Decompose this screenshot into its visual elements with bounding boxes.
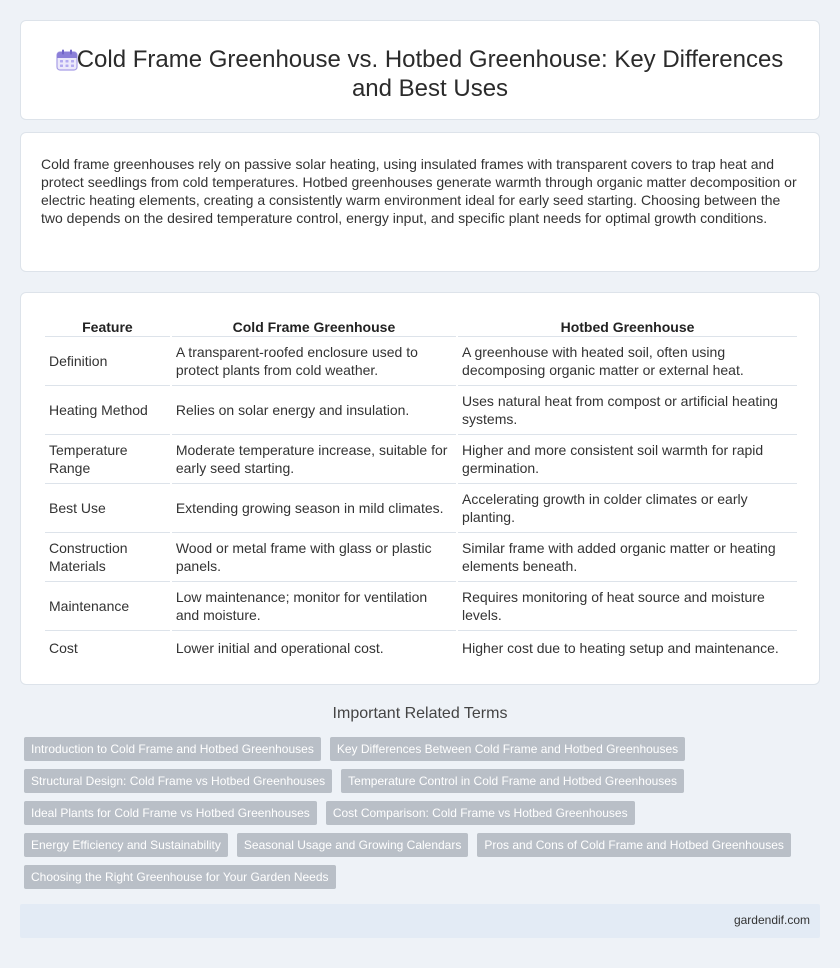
hotbed-cell: A greenhouse with heated soil, often using decomposing organic matter or external heat.: [458, 337, 797, 386]
hotbed-cell: Higher cost due to heating setup and maintenance.: [462, 639, 779, 656]
related-terms-list: [24, 737, 804, 897]
related-term-tag[interactable]: Energy Efficiency and Sustainability: [24, 833, 228, 857]
hotbed-cell: Accelerating growth in colder climates or early planting.: [458, 484, 797, 533]
header-cold-frame: Cold Frame Greenhouse: [172, 317, 456, 337]
footer: [20, 904, 820, 938]
feature-cell: Maintenance: [45, 582, 170, 631]
related-term-tag[interactable]: Ideal Plants for Cold Frame vs Hotbed Greenhouses: [24, 801, 317, 825]
related-terms-heading: Important Related Terms: [332, 705, 508, 722]
comparison-table: [43, 317, 799, 664]
table-row: [45, 631, 797, 664]
tag-row: [24, 801, 804, 825]
cold-frame-cell: Extending growing season in mild climates.: [172, 484, 456, 533]
cold-frame-cell: Lower initial and operational cost.: [175, 639, 384, 656]
page-title: Cold Frame Greenhouse vs. Hotbed Greenhouse: Key Differences and Best Uses: [76, 46, 784, 102]
hotbed-cell: Similar frame with added organic matter or heating elements beneath.: [458, 533, 797, 582]
cold-frame-cell: Relies on solar energy and insulation.: [172, 386, 456, 435]
related-term-tag[interactable]: Temperature Control in Cold Frame and Hotbed Greenhouses: [341, 769, 684, 793]
feature-cell: Cost: [49, 639, 78, 656]
cold-frame-cell: A transparent-roofed enclosure used to protect plants from cold weather.: [172, 337, 456, 386]
header-feature: Feature: [45, 317, 170, 337]
feature-cell: Best Use: [45, 484, 170, 533]
table-row: [45, 484, 797, 533]
feature-cell: Construction Materials: [45, 533, 170, 582]
related-term-tag[interactable]: Key Differences Between Cold Frame and Hotbed Greenhouses: [330, 737, 685, 761]
hotbed-cell: Higher and more consistent soil warmth for rapid germination.: [458, 435, 797, 484]
related-term-tag[interactable]: Structural Design: Cold Frame vs Hotbed Greenhouses: [24, 769, 332, 793]
tag-row: [24, 737, 804, 761]
related-term-tag[interactable]: Cost Comparison: Cold Frame vs Hotbed Greenhouses: [326, 801, 635, 825]
related-term-tag[interactable]: Seasonal Usage and Growing Calendars: [237, 833, 468, 857]
related-term-tag[interactable]: Choosing the Right Greenhouse for Your Garden Needs: [24, 865, 336, 889]
tag-row: [24, 865, 804, 889]
table-row: [45, 435, 797, 484]
cold-frame-cell: Moderate temperature increase, suitable for early seed starting.: [172, 435, 456, 484]
table-row: [45, 386, 797, 435]
tag-row: [24, 833, 804, 857]
table-row: [45, 582, 797, 631]
tag-row: [24, 769, 804, 793]
intro-paragraph: Cold frame greenhouses rely on passive solar heating, using insulated frames with transparent covers to trap heat and protect seedlings from cold temperatures. Hotbed greenhouses generate warmth through organic matter decomposition or electric heating elements, creating a consistently warm environment ideal for early seed starting. Choosing between the two depends on the desired temperature control, energy input, and specific plant needs for optimal growth conditions.: [41, 156, 797, 226]
related-term-tag[interactable]: Introduction to Cold Frame and Hotbed Greenhouses: [24, 737, 321, 761]
header-hotbed: Hotbed Greenhouse: [458, 317, 797, 337]
table-row: [45, 533, 797, 582]
feature-cell: Temperature Range: [45, 435, 170, 484]
feature-cell: Heating Method: [45, 386, 170, 435]
related-term-tag[interactable]: Pros and Cons of Cold Frame and Hotbed Greenhouses: [477, 833, 791, 857]
cold-frame-cell: Low maintenance; monitor for ventilation and moisture.: [172, 582, 456, 631]
cold-frame-cell: Wood or metal frame with glass or plastic panels.: [172, 533, 456, 582]
hotbed-cell: Uses natural heat from compost or artificial heating systems.: [458, 386, 797, 435]
intro-card: [20, 132, 820, 272]
site-name[interactable]: gardendif.com: [733, 913, 810, 927]
comparison-card: [20, 292, 820, 685]
table-header-row: [45, 317, 797, 337]
hotbed-cell: Requires monitoring of heat source and moisture levels.: [458, 582, 797, 631]
table-row: [45, 337, 797, 386]
title-card: [20, 20, 820, 120]
feature-cell: Definition: [45, 337, 170, 386]
